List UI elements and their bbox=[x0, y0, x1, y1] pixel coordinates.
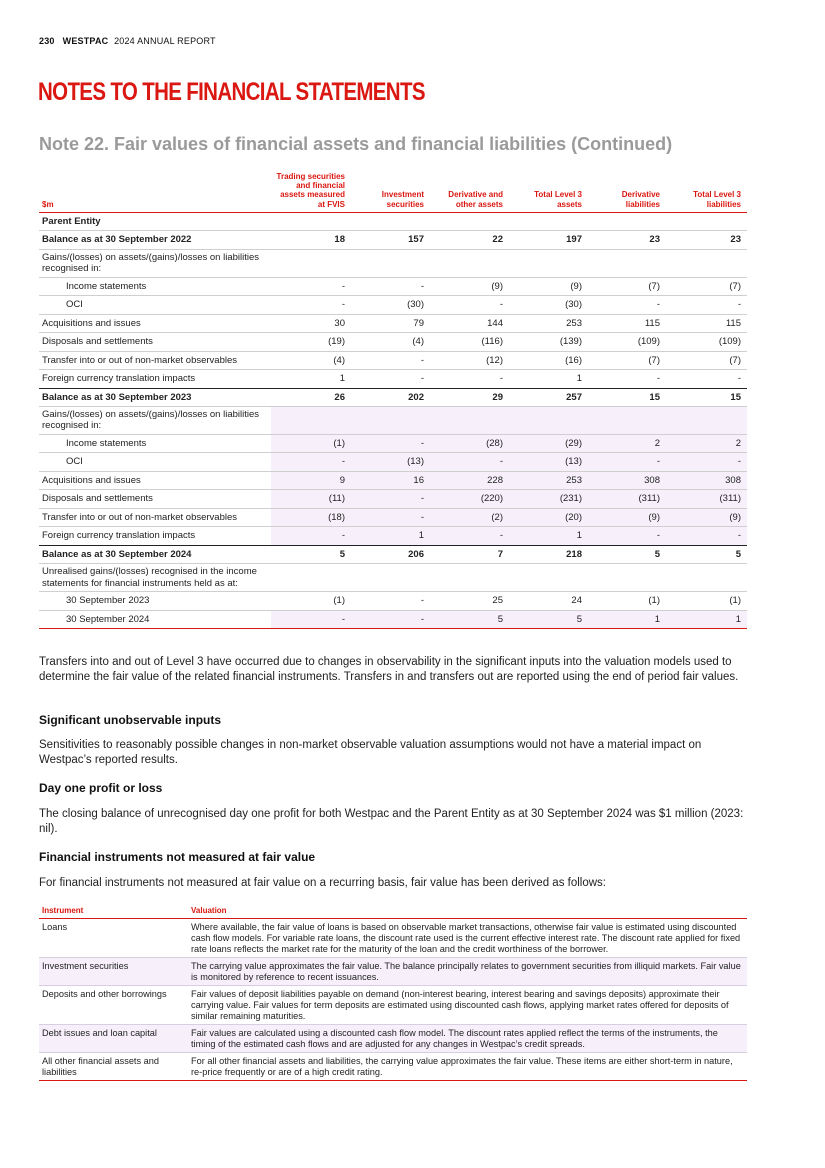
value-cell: (7) bbox=[588, 277, 666, 296]
value-cell: 308 bbox=[588, 471, 666, 490]
value-cell bbox=[271, 249, 351, 277]
page-number: 230 bbox=[39, 36, 55, 46]
entity-row bbox=[39, 212, 747, 231]
value-cell bbox=[430, 407, 509, 435]
value-cell: (2) bbox=[430, 508, 509, 527]
value-cell: - bbox=[271, 610, 351, 629]
row-label: Foreign currency translation impacts bbox=[39, 370, 271, 389]
value-cell: - bbox=[430, 370, 509, 389]
value-cell: (30) bbox=[351, 296, 430, 315]
row-label: Balance as at 30 September 2022 bbox=[39, 231, 271, 250]
value-cell: 1 bbox=[509, 370, 588, 389]
value-cell bbox=[351, 249, 430, 277]
value-cell: (16) bbox=[509, 351, 588, 370]
table-row bbox=[39, 249, 747, 277]
value-cell: (11) bbox=[271, 490, 351, 509]
row-label: Disposals and settlements bbox=[39, 333, 271, 352]
value-cell: (7) bbox=[588, 351, 666, 370]
valuation-cell: For all other financial assets and liabilities, the carrying value approximates the fair value. These items are either short-term in nature, re-price frequently or are of a high credit rating. bbox=[188, 1053, 747, 1081]
value-cell bbox=[588, 564, 666, 592]
row-label: Gains/(losses) on assets/(gains)/losses on liabilities recognised in: bbox=[39, 249, 271, 277]
row-label: Unrealised gains/(losses) recognised in the income statements for financial instruments held as at: bbox=[39, 564, 271, 592]
value-cell: 5 bbox=[666, 545, 747, 564]
value-cell: 5 bbox=[509, 610, 588, 629]
value-cell bbox=[351, 564, 430, 592]
row-label: Transfer into or out of non-market observables bbox=[39, 351, 271, 370]
column-header: Instrument bbox=[42, 906, 84, 915]
day-one-heading: Day one profit or loss bbox=[39, 781, 163, 795]
not-fair-value-heading: Financial instruments not measured at fair value bbox=[39, 850, 316, 864]
column-header: Derivative liabilities bbox=[621, 190, 660, 209]
value-cell: (1) bbox=[666, 592, 747, 611]
table-row bbox=[39, 1053, 747, 1081]
column-header: Total Level 3 assets bbox=[534, 190, 582, 209]
value-cell: (18) bbox=[271, 508, 351, 527]
table-row bbox=[39, 1025, 747, 1053]
table-row bbox=[39, 564, 747, 592]
value-cell: (9) bbox=[666, 508, 747, 527]
value-cell: (12) bbox=[430, 351, 509, 370]
value-cell: - bbox=[666, 527, 747, 546]
significant-inputs-heading: Significant unobservable inputs bbox=[39, 713, 222, 727]
value-cell: 115 bbox=[666, 314, 747, 333]
valuation-methods-table bbox=[39, 906, 747, 1081]
value-cell bbox=[271, 407, 351, 435]
value-cell: 16 bbox=[351, 471, 430, 490]
value-cell: 253 bbox=[509, 314, 588, 333]
row-label: Gains/(losses) on assets/(gains)/losses on liabilities recognised in: bbox=[39, 407, 271, 435]
value-cell: (1) bbox=[271, 434, 351, 453]
column-header: Trading securities and financial assets measured at FVIS bbox=[276, 172, 345, 209]
value-cell bbox=[666, 407, 747, 435]
row-label: 30 September 2024 bbox=[39, 610, 271, 629]
value-cell: - bbox=[430, 453, 509, 472]
value-cell: 218 bbox=[509, 545, 588, 564]
value-cell bbox=[509, 564, 588, 592]
table-row bbox=[39, 333, 747, 352]
column-header: Derivative and other assets bbox=[448, 190, 503, 209]
value-cell: - bbox=[271, 453, 351, 472]
section-title: NOTES TO THE FINANCIAL STATEMENTS bbox=[38, 78, 425, 106]
value-cell bbox=[666, 249, 747, 277]
table-row bbox=[39, 370, 747, 389]
value-cell bbox=[351, 407, 430, 435]
value-cell: (29) bbox=[509, 434, 588, 453]
value-cell: 2 bbox=[666, 434, 747, 453]
value-cell: 2 bbox=[588, 434, 666, 453]
value-cell: - bbox=[271, 296, 351, 315]
value-cell: (13) bbox=[351, 453, 430, 472]
level3-reconciliation-table bbox=[39, 172, 747, 629]
value-cell bbox=[509, 407, 588, 435]
day-one-paragraph: The closing balance of unrecognised day one profit for both Westpac and the Parent Entity as at 30 September 2024 was $1 million (2023: nil). bbox=[39, 808, 744, 835]
row-label: OCI bbox=[39, 296, 271, 315]
row-label: OCI bbox=[39, 453, 271, 472]
table-row bbox=[39, 919, 747, 958]
report-name: 2024 ANNUAL REPORT bbox=[114, 36, 216, 46]
table-row bbox=[39, 610, 747, 629]
row-label: Foreign currency translation impacts bbox=[39, 527, 271, 546]
value-cell: - bbox=[666, 370, 747, 389]
value-cell: - bbox=[271, 527, 351, 546]
value-cell: - bbox=[351, 508, 430, 527]
table-row bbox=[39, 351, 747, 370]
value-cell: - bbox=[351, 277, 430, 296]
instrument-cell: All other financial assets and liabilities bbox=[39, 1053, 188, 1081]
table-row bbox=[39, 527, 747, 546]
value-cell: 308 bbox=[666, 471, 747, 490]
row-label: Transfer into or out of non-market observables bbox=[39, 508, 271, 527]
value-cell: 25 bbox=[430, 592, 509, 611]
row-label: Income statements bbox=[39, 434, 271, 453]
page-header bbox=[39, 36, 216, 46]
valuation-cell: The carrying value approximates the fair value. The balance principally relates to government securities from illiquid markets. Fair value is monitored by reference to recent issuances. bbox=[188, 958, 747, 986]
value-cell: - bbox=[588, 370, 666, 389]
not-fair-value-paragraph: For financial instruments not measured at fair value on a recurring basis, fair value has been derived as follows: bbox=[39, 877, 606, 889]
value-cell: (9) bbox=[430, 277, 509, 296]
value-cell: - bbox=[351, 351, 430, 370]
value-cell: 253 bbox=[509, 471, 588, 490]
value-cell: (30) bbox=[509, 296, 588, 315]
value-cell: 9 bbox=[271, 471, 351, 490]
value-cell: (1) bbox=[588, 592, 666, 611]
value-cell: 23 bbox=[666, 231, 747, 250]
value-cell bbox=[271, 564, 351, 592]
value-cell: 7 bbox=[430, 545, 509, 564]
instrument-cell: Loans bbox=[39, 919, 188, 958]
value-cell: 206 bbox=[351, 545, 430, 564]
table-row bbox=[39, 434, 747, 453]
value-cell: 1 bbox=[351, 527, 430, 546]
table-row bbox=[39, 471, 747, 490]
table-row bbox=[39, 592, 747, 611]
value-cell: (1) bbox=[271, 592, 351, 611]
row-label: Balance as at 30 September 2023 bbox=[39, 388, 271, 407]
value-cell: 15 bbox=[588, 388, 666, 407]
column-header: $m bbox=[42, 199, 54, 209]
value-cell: 257 bbox=[509, 388, 588, 407]
value-cell bbox=[588, 407, 666, 435]
instrument-cell: Investment securities bbox=[39, 958, 188, 986]
instrument-cell: Deposits and other borrowings bbox=[39, 986, 188, 1025]
value-cell: - bbox=[588, 527, 666, 546]
table-row bbox=[39, 508, 747, 527]
table-row bbox=[39, 958, 747, 986]
value-cell: - bbox=[351, 592, 430, 611]
valuation-cell: Where available, the fair value of loans is based on observable market transactions, otherwise fair value is estimated using discounted cash flow models. For variable rate loans, the discount rate used is the current effective interest rate. The discount rate applied for fixed rate loans reflects the market rate for the maturity of the loan and the credit worthiness of the borrower. bbox=[188, 919, 747, 958]
table-row bbox=[39, 453, 747, 472]
value-cell: (109) bbox=[666, 333, 747, 352]
value-cell: 29 bbox=[430, 388, 509, 407]
value-cell: 5 bbox=[588, 545, 666, 564]
column-header: Investment securities bbox=[381, 190, 424, 209]
value-cell bbox=[588, 249, 666, 277]
value-cell: - bbox=[351, 434, 430, 453]
row-label: Disposals and settlements bbox=[39, 490, 271, 509]
value-cell: (7) bbox=[666, 351, 747, 370]
row-label: Acquisitions and issues bbox=[39, 471, 271, 490]
value-cell: 115 bbox=[588, 314, 666, 333]
significant-inputs-paragraph: Sensitivities to reasonably possible changes in non-market observable valuation assumptions would not have a material impact on Westpac’s reported results. bbox=[39, 739, 702, 766]
value-cell: - bbox=[430, 296, 509, 315]
value-cell: - bbox=[588, 453, 666, 472]
valuation-cell: Fair values of deposit liabilities payable on demand (non-interest bearing, interest bearing and savings deposits) approximate their carrying value. Fair values for term deposits are estimated using discounted cash flows, applying market rates offered for deposits of similar remaining maturities. bbox=[188, 986, 747, 1025]
value-cell: 18 bbox=[271, 231, 351, 250]
column-header: Total Level 3 liabilities bbox=[693, 190, 741, 209]
row-label: Income statements bbox=[39, 277, 271, 296]
value-cell: (9) bbox=[509, 277, 588, 296]
value-cell: 202 bbox=[351, 388, 430, 407]
instrument-cell: Debt issues and loan capital bbox=[39, 1025, 188, 1053]
row-label: Balance as at 30 September 2024 bbox=[39, 545, 271, 564]
table-row bbox=[39, 986, 747, 1025]
value-cell: (9) bbox=[588, 508, 666, 527]
value-cell: 1 bbox=[509, 527, 588, 546]
value-cell: (19) bbox=[271, 333, 351, 352]
table-row bbox=[39, 490, 747, 509]
value-cell bbox=[430, 249, 509, 277]
value-cell: - bbox=[351, 610, 430, 629]
value-cell: 1 bbox=[271, 370, 351, 389]
table-row bbox=[39, 388, 747, 407]
value-cell: (20) bbox=[509, 508, 588, 527]
value-cell: (109) bbox=[588, 333, 666, 352]
value-cell: 5 bbox=[271, 545, 351, 564]
value-cell: - bbox=[588, 296, 666, 315]
value-cell: (4) bbox=[351, 333, 430, 352]
value-cell bbox=[430, 564, 509, 592]
value-cell: 22 bbox=[430, 231, 509, 250]
value-cell: 26 bbox=[271, 388, 351, 407]
value-cell: (220) bbox=[430, 490, 509, 509]
table-row bbox=[39, 314, 747, 333]
table-row bbox=[39, 296, 747, 315]
value-cell: (139) bbox=[509, 333, 588, 352]
transfers-paragraph: Transfers into and out of Level 3 have occurred due to changes in observability in the significant inputs into the valuation models used to determine the fair value of the related financial instruments. Transfers in and transfers out are reported using the end of period fair values. bbox=[39, 656, 739, 683]
value-cell: (7) bbox=[666, 277, 747, 296]
brand-name: WESTPAC bbox=[62, 36, 109, 46]
value-cell: (231) bbox=[509, 490, 588, 509]
value-cell: 1 bbox=[666, 610, 747, 629]
value-cell bbox=[509, 249, 588, 277]
table-row bbox=[39, 407, 747, 435]
value-cell: 23 bbox=[588, 231, 666, 250]
value-cell: 24 bbox=[509, 592, 588, 611]
value-cell: - bbox=[430, 527, 509, 546]
note-title: Note 22. Fair values of financial assets and financial liabilities (Continued) bbox=[39, 134, 673, 154]
value-cell: - bbox=[271, 277, 351, 296]
value-cell: 1 bbox=[588, 610, 666, 629]
value-cell bbox=[666, 564, 747, 592]
value-cell: (311) bbox=[666, 490, 747, 509]
value-cell: 157 bbox=[351, 231, 430, 250]
value-cell: (13) bbox=[509, 453, 588, 472]
value-cell: 5 bbox=[430, 610, 509, 629]
value-cell: 15 bbox=[666, 388, 747, 407]
valuation-cell: Fair values are calculated using a discounted cash flow model. The discount rates applied reflect the terms of the instruments, the timing of the estimated cash flows and are adjusted for any changes in Westpac’s credit spreads. bbox=[188, 1025, 747, 1053]
value-cell: - bbox=[351, 490, 430, 509]
value-cell: 228 bbox=[430, 471, 509, 490]
row-label: Acquisitions and issues bbox=[39, 314, 271, 333]
table-row bbox=[39, 277, 747, 296]
table-header-row bbox=[39, 906, 747, 919]
value-cell: - bbox=[666, 296, 747, 315]
column-header: Valuation bbox=[191, 906, 227, 915]
value-cell: (116) bbox=[430, 333, 509, 352]
value-cell: (28) bbox=[430, 434, 509, 453]
value-cell: - bbox=[666, 453, 747, 472]
table-row bbox=[39, 545, 747, 564]
value-cell: 144 bbox=[430, 314, 509, 333]
value-cell: 30 bbox=[271, 314, 351, 333]
value-cell: 197 bbox=[509, 231, 588, 250]
table-header-row bbox=[39, 172, 747, 212]
value-cell: (311) bbox=[588, 490, 666, 509]
value-cell: (4) bbox=[271, 351, 351, 370]
row-label: 30 September 2023 bbox=[39, 592, 271, 611]
value-cell: 79 bbox=[351, 314, 430, 333]
value-cell: - bbox=[351, 370, 430, 389]
table-row bbox=[39, 231, 747, 250]
entity-label: Parent Entity bbox=[39, 212, 271, 231]
